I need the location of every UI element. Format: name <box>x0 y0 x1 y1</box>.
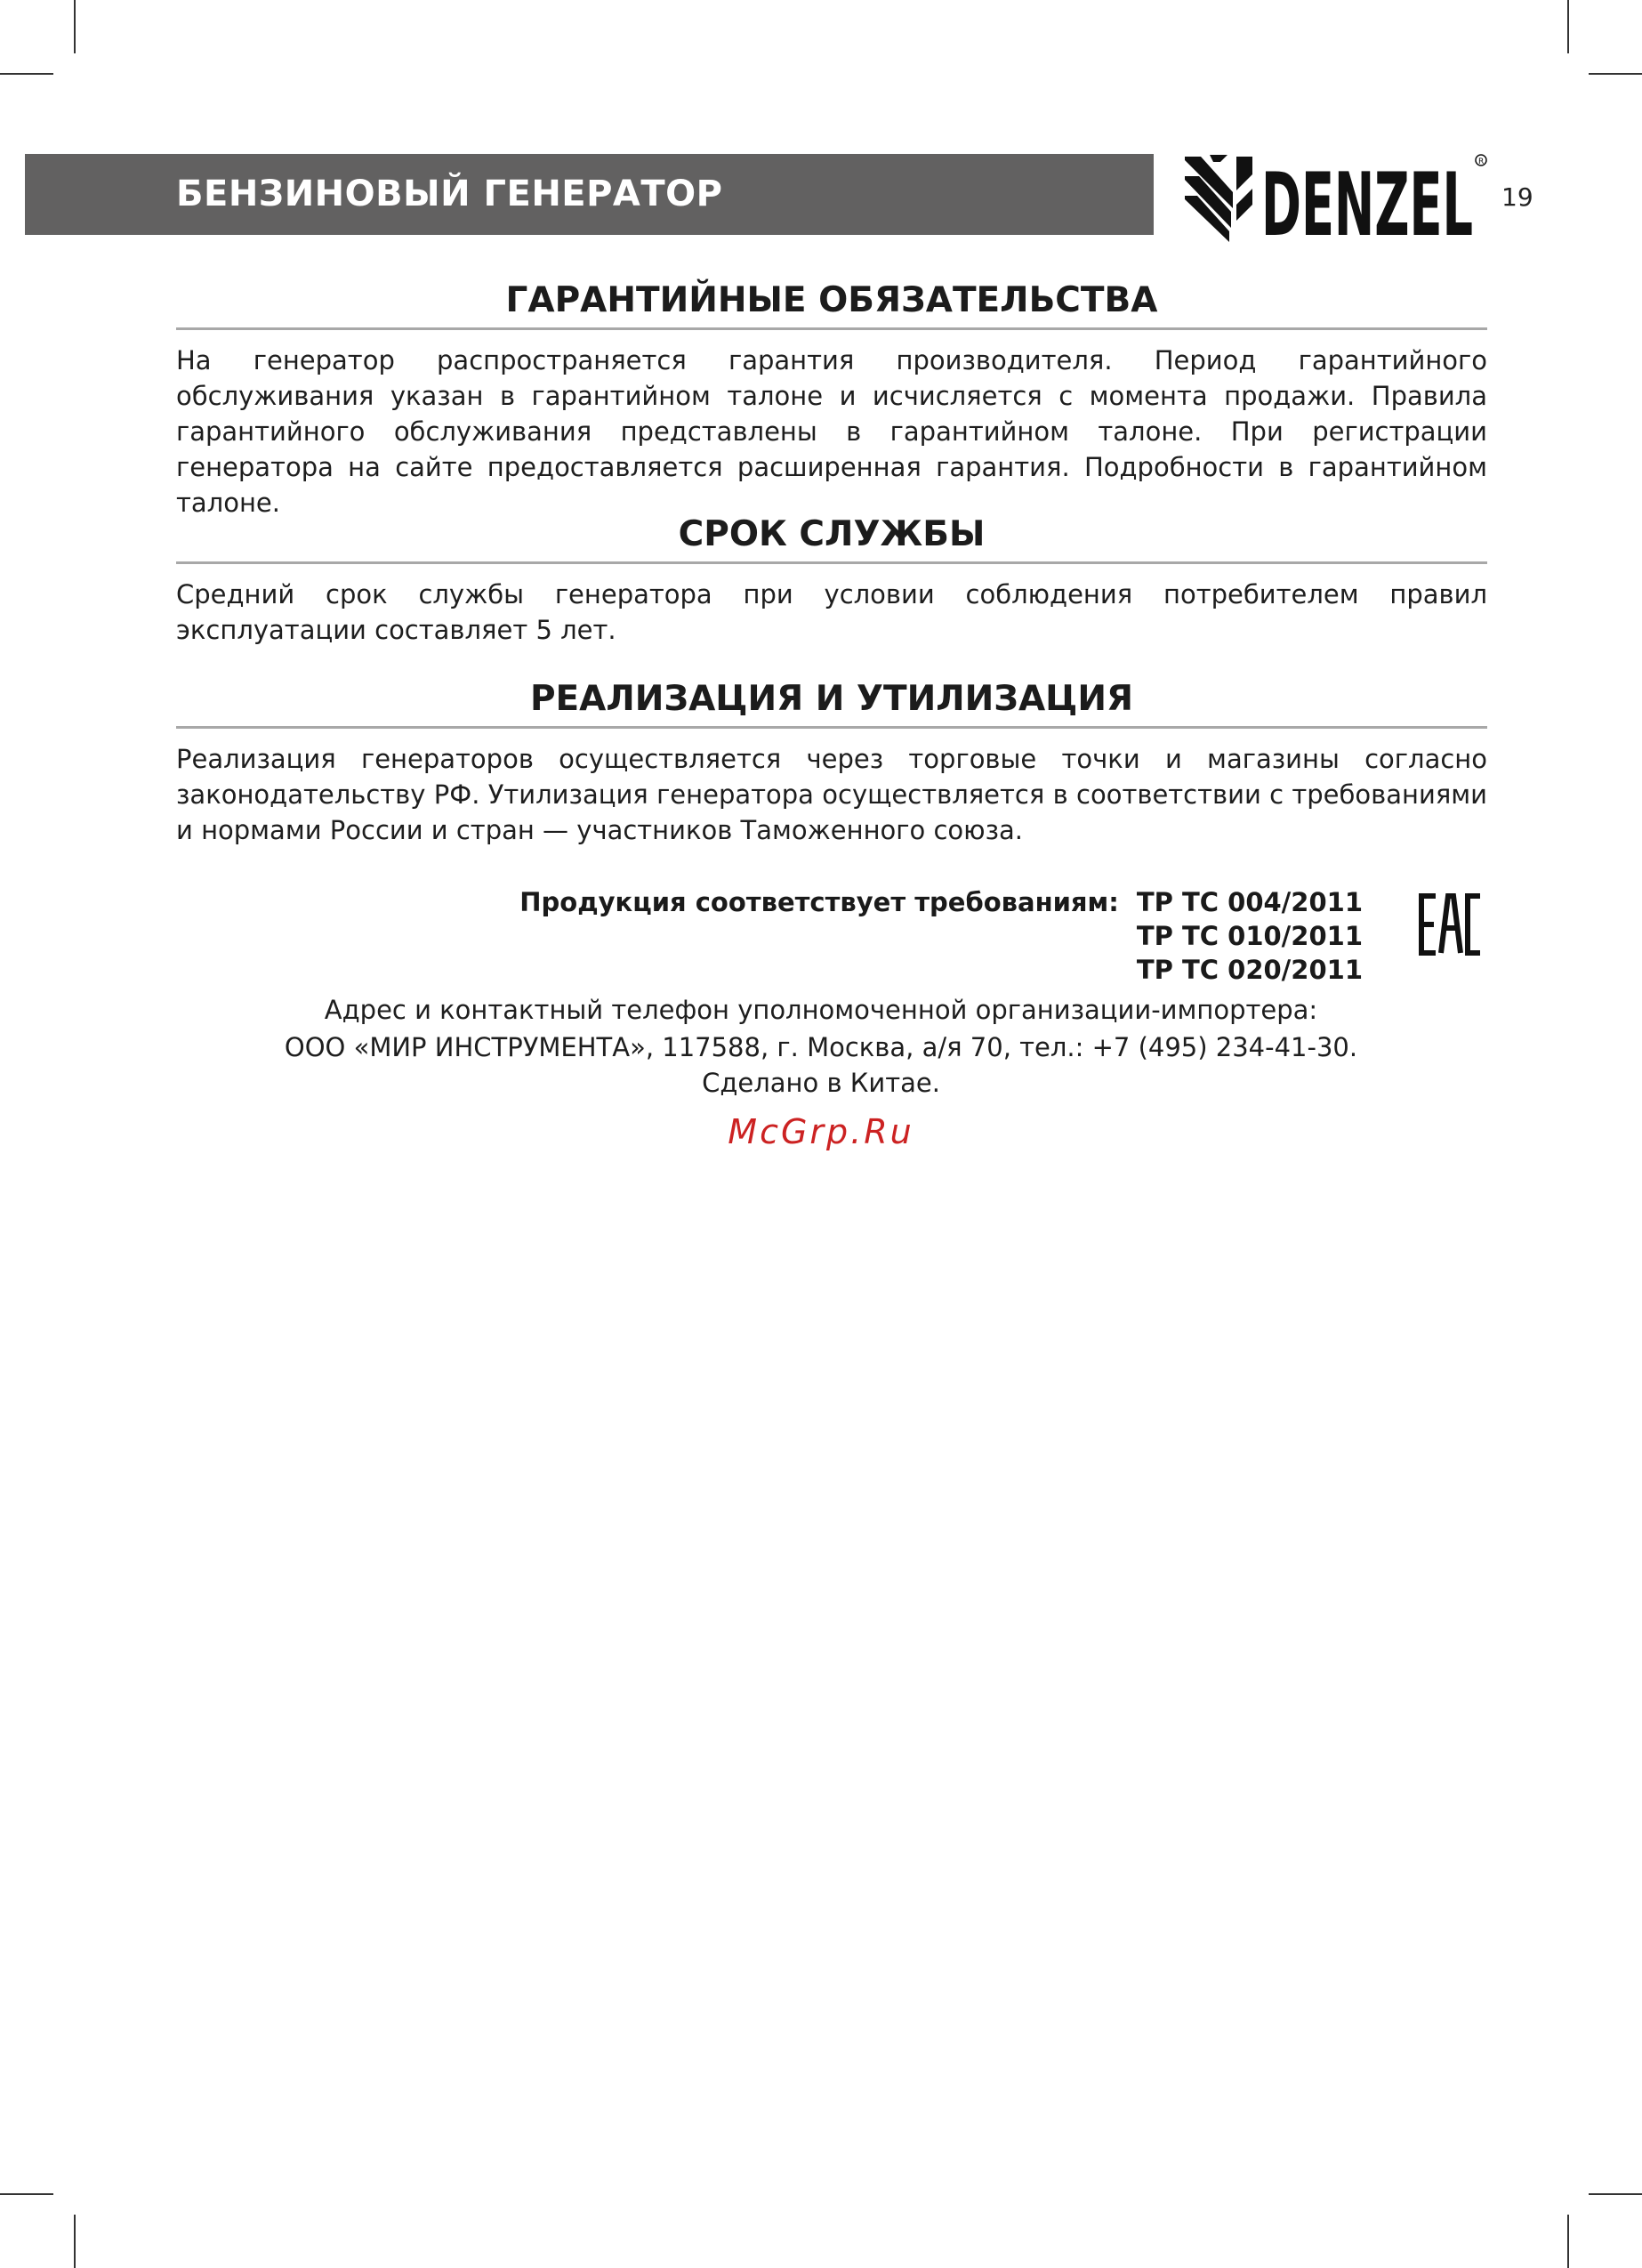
section-text: Реализация генераторов осуществляется через торговые точки и магазины согласно законодательству РФ. Утилизация генератора осуществляется в соответствии с требованиями и нормами России и стран — участников Таможенного союза. <box>176 744 1487 845</box>
section-title: СРОК СЛУЖБЫ <box>176 514 1487 564</box>
crop-mark <box>74 0 76 53</box>
section-disposal <box>176 679 1487 848</box>
section-text: Средний срок службы генератора при условии соблюдения потребителем правил эксплуатации составляет 5 лет. <box>176 579 1487 645</box>
compliance-standard: ТР ТС 020/2011 <box>1136 955 1363 985</box>
crop-mark <box>0 2193 53 2195</box>
crop-mark <box>1567 0 1569 53</box>
page-header-title: БЕНЗИНОВЫЙ ГЕНЕРАТОР <box>176 174 723 214</box>
crop-mark <box>74 2215 76 2268</box>
compliance-standard: ТР ТС 010/2011 <box>1136 921 1363 951</box>
compliance-block <box>519 885 1363 987</box>
compliance-label: Продукция соответствует требованиям: <box>519 887 1119 917</box>
page-number: 19 <box>1501 182 1533 212</box>
compliance-standard: ТР ТС 004/2011 <box>1136 887 1363 917</box>
importer-address: ООО «МИР ИНСТРУМЕНТА», 117588, г. Москва, а/я 70, тел.: +7 (495) 234-41-30. <box>284 1032 1358 1062</box>
watermark: McGrp.Ru <box>728 1112 914 1151</box>
crop-mark <box>1589 73 1642 75</box>
importer-line: Адрес и контактный телефон уполномоченной организации-импортера: <box>324 995 1318 1025</box>
crop-mark <box>0 73 53 75</box>
made-in: Сделано в Китае. <box>702 1068 940 1098</box>
svg-text:R: R <box>1478 157 1485 166</box>
section-warranty <box>176 280 1487 521</box>
section-text: На генератор распространяется гарантия производителя. Период гарантийного обслуживания указан в гарантийном талоне и исчисляется с момента продажи. Правила гарантийного обслуживания представлены в гарантийном талоне. При регистрации генератора на сайте предоставляется расширенная гарантия. Подробности в гарантийном талоне. <box>176 345 1487 518</box>
section-title: ГАРАНТИЙНЫЕ ОБЯЗАТЕЛЬСТВА <box>176 280 1487 330</box>
denzel-logo <box>1181 151 1488 246</box>
brand-text: DENZEL <box>1261 155 1473 246</box>
header-bar <box>25 154 1154 235</box>
crop-mark <box>1567 2215 1569 2268</box>
section-service-life <box>176 514 1487 648</box>
crop-mark <box>1589 2193 1642 2195</box>
eac-mark-icon <box>1418 892 1482 956</box>
section-title: РЕАЛИЗАЦИЯ И УТИЛИЗАЦИЯ <box>176 679 1487 729</box>
